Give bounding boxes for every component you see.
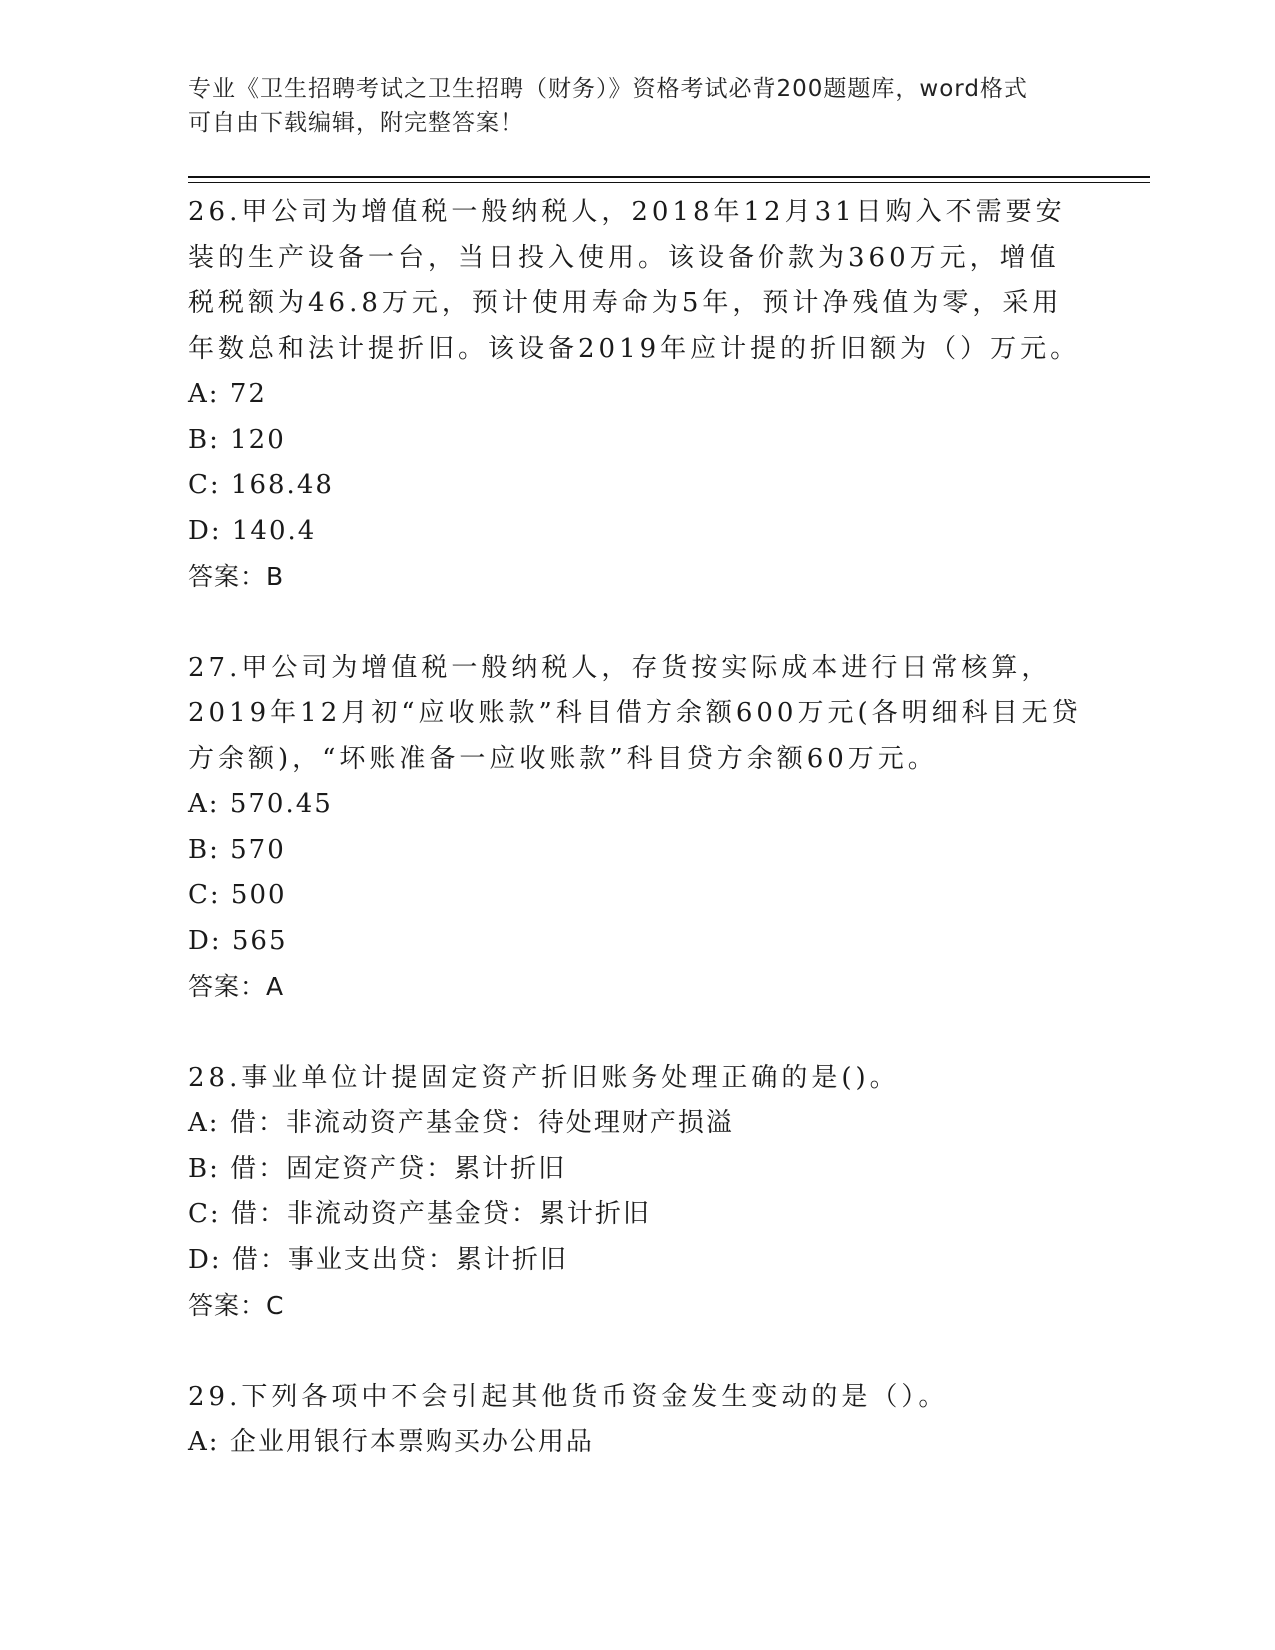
option-text: 120 — [230, 424, 286, 455]
option-prefix: A: — [188, 1427, 230, 1457]
option-prefix: D: — [188, 925, 232, 956]
question-stem: 26.甲公司为增值税一般纳税人，2018年12月31日购入不需要安装的生产设备一台，当日投入使用。该设备价款为360万元，增值税税额为46.8万元，预计使用寿命为5年，预计净残值为零，采用年数总和法计提折旧。该设备2019年应计提的折旧额为（）万元。 — [188, 197, 1081, 364]
header-divider-thin — [188, 182, 1150, 183]
answer-line: 答案：C — [188, 1291, 285, 1320]
question-list — [188, 190, 1088, 1512]
option-prefix: C: — [188, 880, 231, 910]
option-b — [188, 418, 1088, 464]
option-prefix: C: — [188, 1199, 231, 1229]
question-26 — [188, 190, 1088, 600]
option-text: 借：事业支出贷：累计折旧 — [231, 1244, 568, 1275]
option-text: 570.45 — [229, 789, 333, 819]
question-28 — [188, 1056, 1088, 1329]
option-d — [188, 1238, 1088, 1284]
question-stem: 29.下列各项中不会引起其他货币资金发生变动的是（）。 — [188, 1381, 949, 1412]
answer-line: 答案：A — [188, 972, 285, 1001]
option-text: 企业用银行本票购买办公用品 — [229, 1427, 594, 1457]
option-a — [188, 1420, 1088, 1466]
option-prefix: A: — [188, 1108, 230, 1138]
question-stem: 27.甲公司为增值税一般纳税人，存货按实际成本进行日常核算，2019年12月初“应收账款”科目借方余额600万元(各明细科目无贷方余额)，“坏账准备一应收账款”科目贷方余额60万元。 — [188, 652, 1082, 774]
option-text: 140.4 — [231, 515, 317, 546]
option-prefix: D: — [188, 515, 232, 546]
option-text: 借：固定资产贷：累计折旧 — [230, 1153, 567, 1184]
option-a — [188, 782, 1088, 828]
header-divider-thick — [188, 176, 1150, 178]
option-c — [188, 873, 1088, 919]
option-prefix: B: — [188, 1153, 231, 1184]
option-c — [188, 1192, 1088, 1238]
answer-line: 答案：B — [188, 562, 285, 591]
option-text: 570 — [230, 834, 286, 865]
option-prefix: A: — [188, 789, 230, 819]
document-header — [188, 72, 1088, 140]
option-d — [188, 509, 1088, 555]
option-text: 168.48 — [230, 470, 334, 500]
question-27 — [188, 646, 1088, 1010]
question-29 — [188, 1375, 1088, 1466]
option-prefix: A: — [188, 379, 230, 409]
option-text: 72 — [229, 379, 267, 409]
option-b — [188, 1147, 1088, 1193]
option-text: 借：非流动资产基金贷：累计折旧 — [230, 1199, 651, 1229]
option-c — [188, 463, 1088, 509]
option-prefix: B: — [188, 424, 231, 455]
option-text: 565 — [231, 925, 288, 956]
header-line-1: 专业《卫生招聘考试之卫生招聘（财务）》资格考试必背200题题库，word格式 — [188, 76, 1028, 102]
option-d — [188, 919, 1088, 965]
option-text: 500 — [230, 880, 287, 910]
header-line-2: 可自由下载编辑，附完整答案！ — [188, 110, 524, 136]
option-a — [188, 1101, 1088, 1147]
option-text: 借：非流动资产基金贷：待处理财产损溢 — [229, 1108, 734, 1138]
option-a — [188, 372, 1088, 418]
option-prefix: B: — [188, 834, 231, 865]
option-prefix: D: — [188, 1244, 232, 1275]
option-b — [188, 828, 1088, 874]
question-stem: 28.事业单位计提固定资产折旧账务处理正确的是()。 — [188, 1062, 900, 1093]
option-prefix: C: — [188, 470, 231, 500]
